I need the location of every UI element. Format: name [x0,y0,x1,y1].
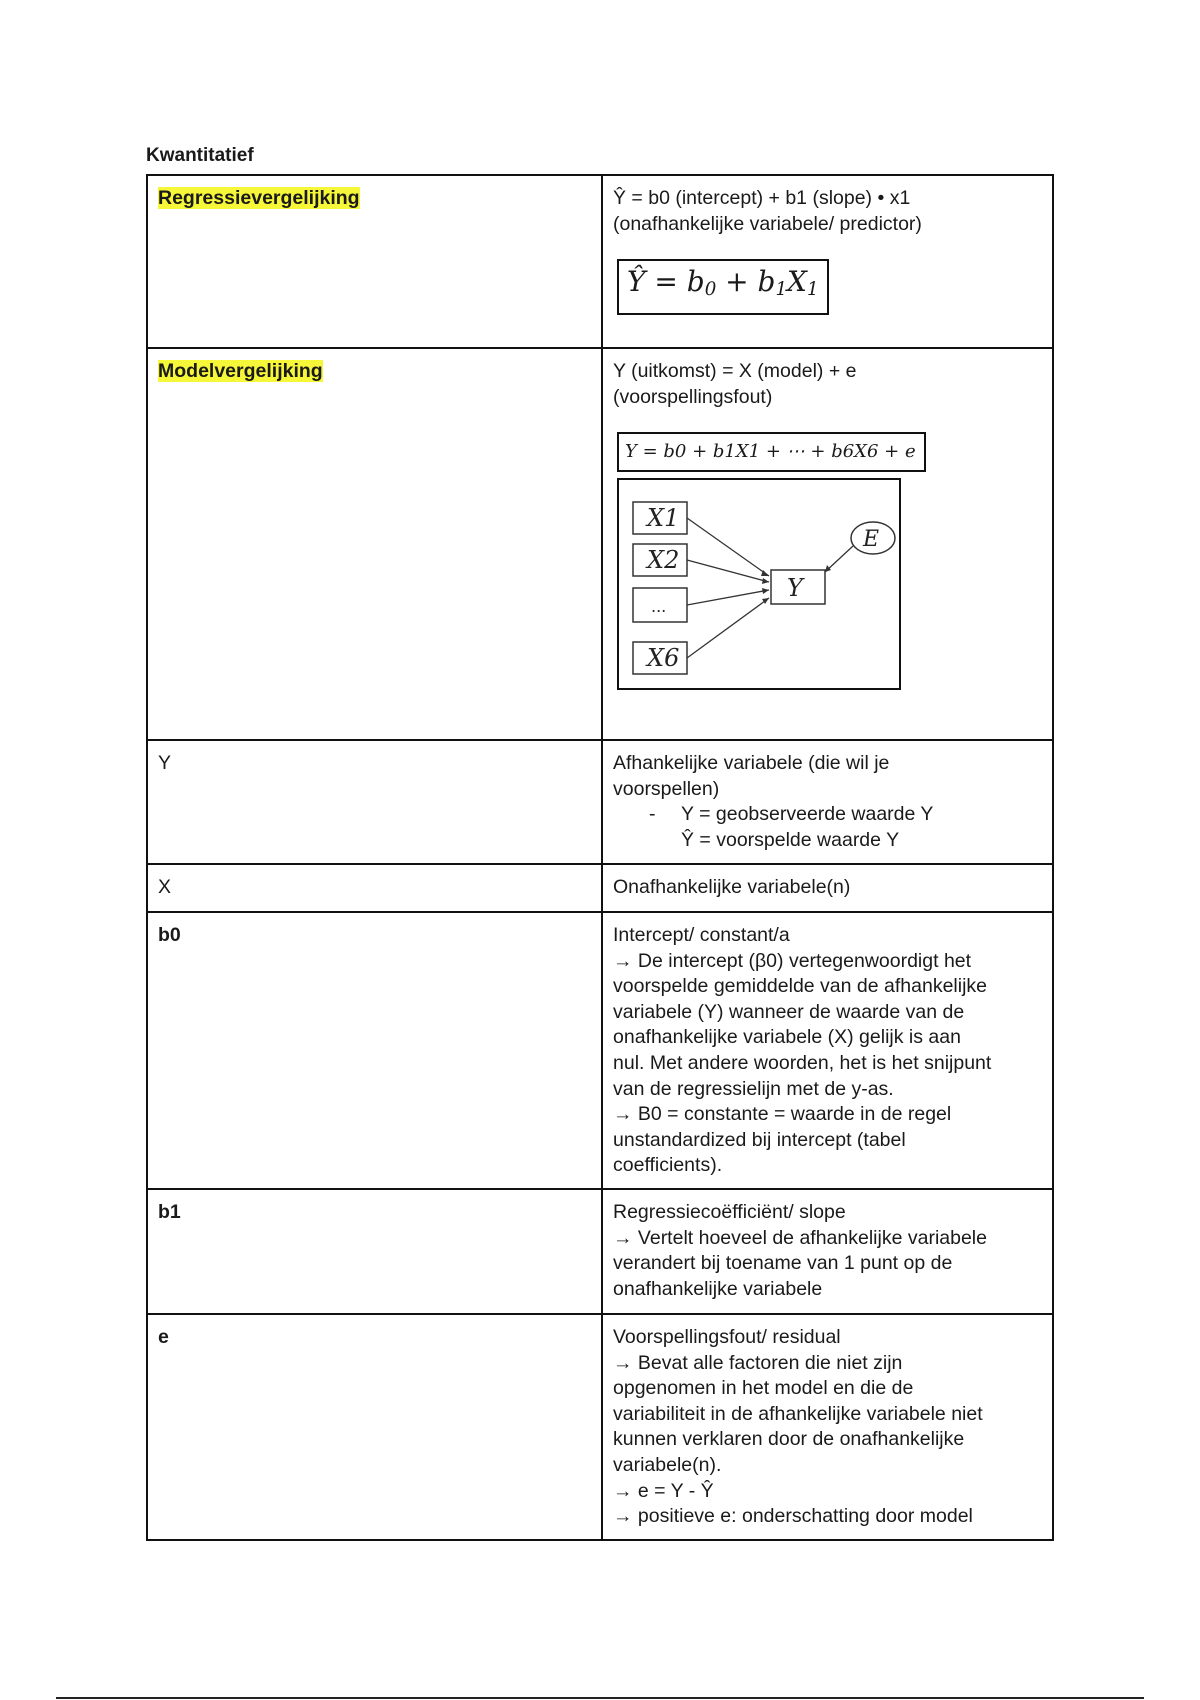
diagram-label-x6: X6 [647,644,680,673]
path-diagram [617,478,901,690]
table-row [147,740,1053,864]
term-cell: e [147,1314,602,1540]
definition-line: variabele (Y) wanneer de waarde van de [613,1000,965,1023]
definition-line: Voorspellingsfout/ residual [613,1326,841,1348]
definition-line: voorspelde gemiddelde van de afhankelijke [613,975,988,998]
regression-formula: Ŷ = $b_0 + b_1X_1$ [617,259,829,315]
definition-line: Afhankelijke variabele (die wil je [613,752,890,774]
diagram-label-dots: ... [651,597,667,617]
definition-line: Onafhankelijke variabele(n) [613,876,851,898]
definition-cell [602,175,1053,348]
definition-line: → positieve e: onderschatting door model [613,1505,973,1528]
table-row [147,348,1053,740]
definition-cell [602,912,1053,1189]
definition-line: van de regressielijn met de y-as. [613,1077,894,1100]
table-row [147,912,1053,1189]
list-item: Ŷ = voorspelde waarde Y [681,828,900,851]
definition-line: → Vertelt hoeveel de afhankelijke variabele [613,1226,987,1249]
table-row [147,1189,1053,1314]
definition-line: Intercept/ constant/a [613,924,790,946]
definition-line: opgenomen in het model en die de [613,1377,914,1400]
highlighted-term: Regressievergelijking [158,187,360,209]
definitions-table [146,174,1054,1541]
definition-line: nul. Met andere woorden, het is het snijpunt [613,1051,992,1074]
definition-line: variabiliteit in de afhankelijke variabele niet [613,1402,983,1425]
definition-line: kunnen verklaren door de onafhankelijke [613,1428,965,1451]
definition-line: (voorspellingsfout) [613,385,773,408]
table-row [147,1314,1053,1540]
definition-cell [602,1189,1053,1314]
term-cell: Y [147,740,602,864]
definition-cell [602,740,1053,864]
list-item: - Y = geobserveerde waarde Y [649,803,934,826]
diagram-label-y: Y [787,574,803,603]
definition-line: (onafhankelijke variabele/ predictor) [613,212,922,235]
term-cell [147,175,602,348]
definition-line: Y (uitkomst) = X (model) + e [613,360,857,382]
definition-line: → e = Y - Ŷ [613,1479,714,1502]
highlighted-term: Modelvergelijking [158,360,323,382]
definition-line: onafhankelijke variabele (X) gelijk is aan [613,1026,961,1049]
definition-line: coefficients). [613,1154,723,1177]
definition-cell [602,348,1053,740]
table-row [147,175,1053,348]
definition-line: → B0 = constante = waarde in de regel [613,1103,952,1126]
diagram-label-e: E [863,527,880,553]
table-row [147,864,1053,912]
definition-line: variabele(n). [613,1453,722,1476]
page-footer-rule [56,1697,1144,1699]
diagram-label-x2: X2 [647,546,680,575]
definition-line: voorspellen) [613,777,720,800]
term-cell: X [147,864,602,912]
definition-cell [602,1314,1053,1540]
definition-line: unstandardized bij intercept (tabel [613,1128,906,1151]
definition-cell [602,864,1053,912]
diagram-label-x1: X1 [647,504,680,533]
term-cell: b1 [147,1189,602,1314]
definition-line: → Bevat alle factoren die niet zijn [613,1351,903,1374]
section-heading: Kwantitatief [146,145,254,166]
definition-line: verandert bij toename van 1 punt op de [613,1252,953,1275]
term-cell [147,348,602,740]
definition-line: Ŷ = b0 (intercept) + b1 (slope) • x1 [613,187,911,209]
model-formula: Y = b0 + b1X1 + ⋯ + b6X6 + e [617,432,926,472]
term-cell: b0 [147,912,602,1189]
definition-line: onafhankelijke variabele [613,1277,823,1300]
definition-line: → De intercept (β0) vertegenwoordigt het [613,949,972,972]
definition-line: Regressiecoëfficiënt/ slope [613,1201,846,1223]
